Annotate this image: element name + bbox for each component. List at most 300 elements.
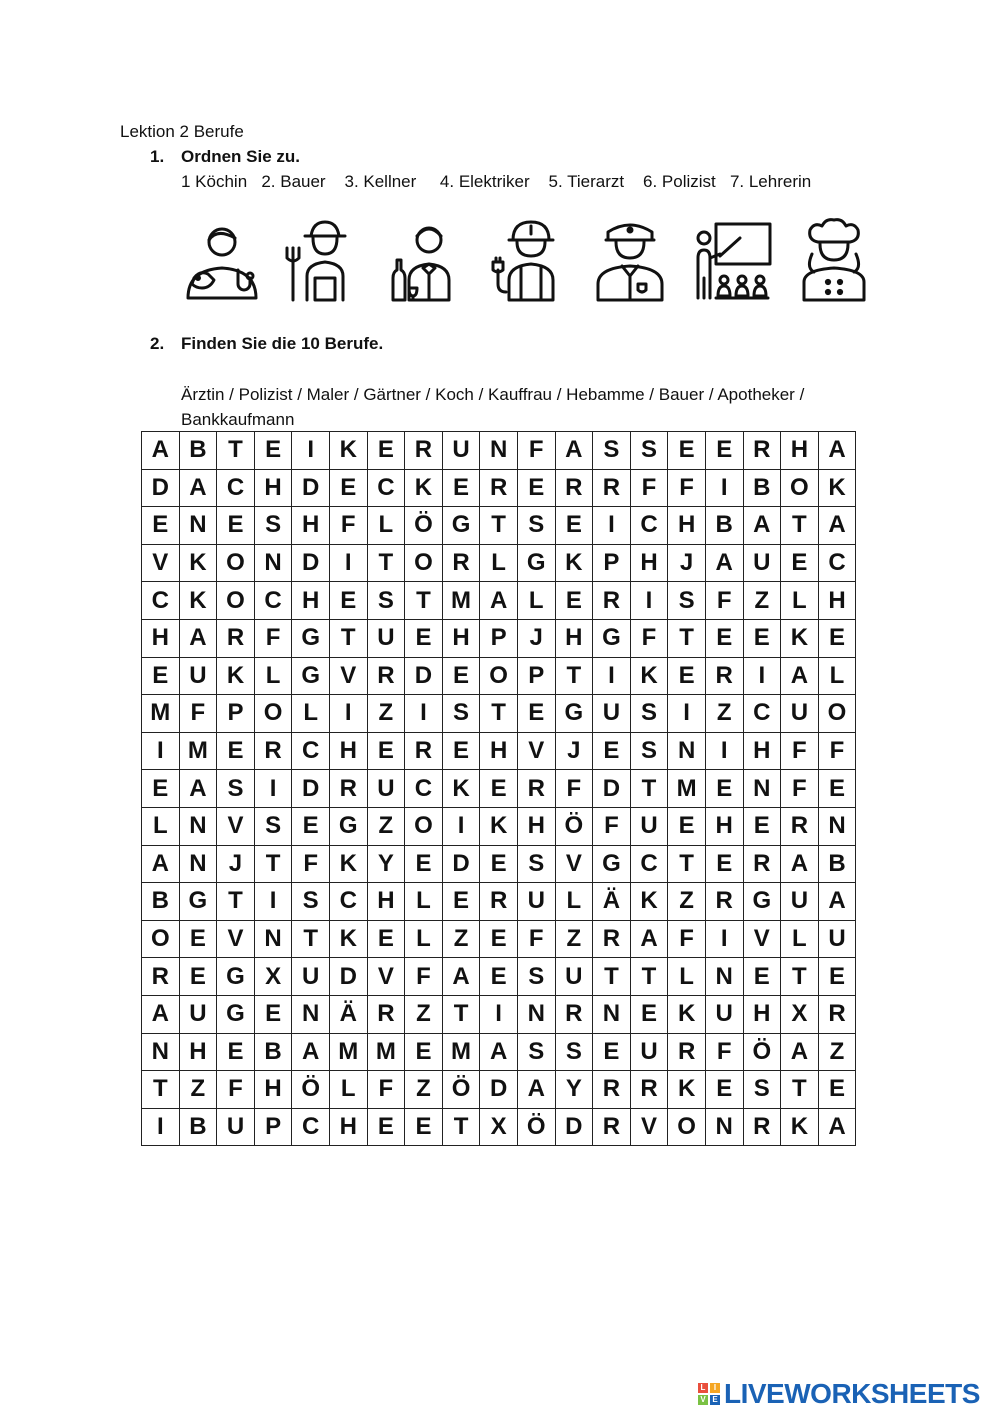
- grid-cell[interactable]: B: [743, 469, 781, 507]
- grid-cell[interactable]: N: [818, 807, 856, 845]
- grid-cell[interactable]: R: [367, 995, 405, 1033]
- grid-cell[interactable]: F: [367, 1071, 405, 1109]
- grid-cell[interactable]: L: [480, 544, 518, 582]
- grid-cell[interactable]: R: [705, 657, 743, 695]
- grid-cell[interactable]: V: [555, 845, 593, 883]
- grid-cell[interactable]: T: [630, 958, 668, 996]
- grid-cell[interactable]: A: [142, 845, 180, 883]
- grid-cell[interactable]: F: [329, 507, 367, 545]
- grid-cell[interactable]: E: [705, 845, 743, 883]
- grid-cell[interactable]: Z: [743, 582, 781, 620]
- grid-cell[interactable]: A: [705, 544, 743, 582]
- grid-cell[interactable]: A: [818, 1108, 856, 1146]
- grid-cell[interactable]: I: [743, 657, 781, 695]
- grid-cell[interactable]: T: [254, 845, 292, 883]
- electrician-icon[interactable]: [487, 218, 571, 304]
- grid-cell[interactable]: E: [743, 807, 781, 845]
- grid-cell[interactable]: H: [818, 582, 856, 620]
- grid-cell[interactable]: R: [517, 770, 555, 808]
- grid-cell[interactable]: P: [217, 695, 255, 733]
- grid-cell[interactable]: B: [705, 507, 743, 545]
- grid-cell[interactable]: M: [668, 770, 706, 808]
- grid-cell[interactable]: K: [329, 432, 367, 470]
- grid-cell[interactable]: C: [405, 770, 443, 808]
- grid-cell[interactable]: E: [480, 920, 518, 958]
- grid-cell[interactable]: U: [442, 432, 480, 470]
- grid-cell[interactable]: H: [480, 732, 518, 770]
- grid-cell[interactable]: E: [480, 770, 518, 808]
- grid-cell[interactable]: X: [480, 1108, 518, 1146]
- grid-cell[interactable]: G: [555, 695, 593, 733]
- grid-cell[interactable]: E: [142, 770, 180, 808]
- grid-cell[interactable]: I: [254, 770, 292, 808]
- grid-cell[interactable]: M: [442, 1033, 480, 1071]
- grid-cell[interactable]: E: [630, 995, 668, 1033]
- grid-cell[interactable]: E: [818, 619, 856, 657]
- grid-cell[interactable]: A: [743, 507, 781, 545]
- grid-cell[interactable]: G: [593, 845, 631, 883]
- grid-cell[interactable]: E: [668, 807, 706, 845]
- grid-cell[interactable]: N: [254, 920, 292, 958]
- grid-cell[interactable]: D: [405, 657, 443, 695]
- grid-cell[interactable]: E: [254, 995, 292, 1033]
- grid-cell[interactable]: V: [329, 657, 367, 695]
- grid-cell[interactable]: F: [781, 770, 819, 808]
- grid-cell[interactable]: E: [442, 732, 480, 770]
- grid-cell[interactable]: K: [555, 544, 593, 582]
- grid-cell[interactable]: A: [179, 770, 217, 808]
- grid-cell[interactable]: I: [142, 732, 180, 770]
- grid-cell[interactable]: U: [781, 883, 819, 921]
- grid-cell[interactable]: A: [818, 432, 856, 470]
- grid-cell[interactable]: S: [593, 432, 631, 470]
- grid-cell[interactable]: T: [630, 770, 668, 808]
- grid-cell[interactable]: S: [630, 695, 668, 733]
- grid-cell[interactable]: S: [517, 958, 555, 996]
- grid-cell[interactable]: R: [781, 807, 819, 845]
- grid-cell[interactable]: N: [179, 807, 217, 845]
- grid-cell[interactable]: A: [142, 432, 180, 470]
- grid-cell[interactable]: R: [630, 1071, 668, 1109]
- grid-cell[interactable]: U: [217, 1108, 255, 1146]
- grid-cell[interactable]: T: [217, 883, 255, 921]
- grid-cell[interactable]: Z: [179, 1071, 217, 1109]
- grid-cell[interactable]: U: [630, 807, 668, 845]
- grid-cell[interactable]: F: [254, 619, 292, 657]
- grid-cell[interactable]: M: [442, 582, 480, 620]
- grid-cell[interactable]: L: [781, 920, 819, 958]
- grid-cell[interactable]: T: [593, 958, 631, 996]
- grid-cell[interactable]: O: [217, 544, 255, 582]
- grid-cell[interactable]: D: [442, 845, 480, 883]
- grid-cell[interactable]: C: [292, 1108, 330, 1146]
- grid-cell[interactable]: U: [630, 1033, 668, 1071]
- grid-cell[interactable]: L: [517, 582, 555, 620]
- grid-cell[interactable]: T: [781, 1071, 819, 1109]
- grid-cell[interactable]: H: [630, 544, 668, 582]
- grid-cell[interactable]: Y: [555, 1071, 593, 1109]
- grid-cell[interactable]: D: [292, 469, 330, 507]
- grid-cell[interactable]: F: [668, 920, 706, 958]
- grid-cell[interactable]: S: [630, 732, 668, 770]
- grid-cell[interactable]: Z: [705, 695, 743, 733]
- grid-cell[interactable]: A: [517, 1071, 555, 1109]
- grid-cell[interactable]: V: [217, 807, 255, 845]
- grid-cell[interactable]: Ö: [517, 1108, 555, 1146]
- grid-cell[interactable]: H: [367, 883, 405, 921]
- grid-cell[interactable]: T: [329, 619, 367, 657]
- grid-cell[interactable]: Ä: [329, 995, 367, 1033]
- grid-cell[interactable]: T: [480, 695, 518, 733]
- grid-cell[interactable]: E: [555, 582, 593, 620]
- grid-cell[interactable]: M: [142, 695, 180, 733]
- grid-cell[interactable]: E: [405, 1108, 443, 1146]
- grid-cell[interactable]: R: [743, 845, 781, 883]
- grid-cell[interactable]: O: [217, 582, 255, 620]
- grid-cell[interactable]: E: [217, 507, 255, 545]
- grid-cell[interactable]: R: [593, 1108, 631, 1146]
- grid-cell[interactable]: Z: [668, 883, 706, 921]
- grid-cell[interactable]: S: [555, 1033, 593, 1071]
- grid-cell[interactable]: Ö: [442, 1071, 480, 1109]
- grid-cell[interactable]: H: [781, 432, 819, 470]
- grid-cell[interactable]: S: [217, 770, 255, 808]
- grid-cell[interactable]: U: [818, 920, 856, 958]
- grid-cell[interactable]: E: [705, 770, 743, 808]
- grid-cell[interactable]: R: [555, 469, 593, 507]
- grid-cell[interactable]: F: [517, 432, 555, 470]
- grid-cell[interactable]: V: [367, 958, 405, 996]
- grid-cell[interactable]: D: [292, 544, 330, 582]
- grid-cell[interactable]: T: [668, 845, 706, 883]
- grid-cell[interactable]: Z: [405, 995, 443, 1033]
- grid-cell[interactable]: I: [442, 807, 480, 845]
- chef-icon[interactable]: [790, 218, 874, 304]
- grid-cell[interactable]: M: [367, 1033, 405, 1071]
- grid-cell[interactable]: V: [217, 920, 255, 958]
- grid-cell[interactable]: N: [705, 1108, 743, 1146]
- grid-cell[interactable]: X: [254, 958, 292, 996]
- grid-cell[interactable]: K: [668, 995, 706, 1033]
- grid-cell[interactable]: E: [329, 582, 367, 620]
- grid-cell[interactable]: I: [705, 732, 743, 770]
- grid-cell[interactable]: T: [442, 995, 480, 1033]
- grid-cell[interactable]: S: [517, 1033, 555, 1071]
- grid-cell[interactable]: R: [405, 432, 443, 470]
- grid-cell[interactable]: E: [743, 958, 781, 996]
- grid-cell[interactable]: L: [254, 657, 292, 695]
- grid-cell[interactable]: E: [367, 732, 405, 770]
- grid-cell[interactable]: H: [517, 807, 555, 845]
- grid-cell[interactable]: B: [254, 1033, 292, 1071]
- grid-cell[interactable]: R: [555, 995, 593, 1033]
- grid-cell[interactable]: V: [630, 1108, 668, 1146]
- grid-cell[interactable]: Z: [405, 1071, 443, 1109]
- farmer-icon[interactable]: [283, 218, 367, 304]
- grid-cell[interactable]: H: [254, 1071, 292, 1109]
- grid-cell[interactable]: E: [668, 657, 706, 695]
- grid-cell[interactable]: E: [705, 432, 743, 470]
- grid-cell[interactable]: I: [630, 582, 668, 620]
- grid-cell[interactable]: U: [781, 695, 819, 733]
- grid-cell[interactable]: T: [480, 507, 518, 545]
- grid-cell[interactable]: A: [442, 958, 480, 996]
- grid-cell[interactable]: F: [705, 1033, 743, 1071]
- grid-cell[interactable]: D: [480, 1071, 518, 1109]
- grid-cell[interactable]: G: [442, 507, 480, 545]
- grid-cell[interactable]: Z: [367, 695, 405, 733]
- grid-cell[interactable]: Y: [367, 845, 405, 883]
- grid-cell[interactable]: I: [593, 507, 631, 545]
- grid-cell[interactable]: A: [630, 920, 668, 958]
- grid-cell[interactable]: H: [329, 1108, 367, 1146]
- grid-cell[interactable]: E: [668, 432, 706, 470]
- grid-cell[interactable]: C: [142, 582, 180, 620]
- grid-cell[interactable]: K: [630, 883, 668, 921]
- grid-cell[interactable]: O: [668, 1108, 706, 1146]
- grid-cell[interactable]: I: [329, 544, 367, 582]
- grid-cell[interactable]: S: [292, 883, 330, 921]
- grid-cell[interactable]: G: [593, 619, 631, 657]
- grid-cell[interactable]: T: [217, 432, 255, 470]
- grid-cell[interactable]: S: [668, 582, 706, 620]
- grid-cell[interactable]: S: [254, 807, 292, 845]
- grid-cell[interactable]: J: [555, 732, 593, 770]
- grid-cell[interactable]: R: [593, 1071, 631, 1109]
- grid-cell[interactable]: E: [142, 657, 180, 695]
- grid-cell[interactable]: G: [217, 995, 255, 1033]
- grid-cell[interactable]: I: [668, 695, 706, 733]
- grid-cell[interactable]: G: [292, 619, 330, 657]
- grid-cell[interactable]: F: [517, 920, 555, 958]
- grid-cell[interactable]: C: [254, 582, 292, 620]
- grid-cell[interactable]: X: [781, 995, 819, 1033]
- grid-cell[interactable]: I: [142, 1108, 180, 1146]
- grid-cell[interactable]: R: [593, 920, 631, 958]
- grid-cell[interactable]: E: [442, 883, 480, 921]
- grid-cell[interactable]: S: [254, 507, 292, 545]
- grid-cell[interactable]: H: [555, 619, 593, 657]
- grid-cell[interactable]: N: [292, 995, 330, 1033]
- grid-cell[interactable]: E: [217, 1033, 255, 1071]
- grid-cell[interactable]: C: [329, 883, 367, 921]
- grid-cell[interactable]: H: [668, 507, 706, 545]
- grid-cell[interactable]: H: [329, 732, 367, 770]
- grid-cell[interactable]: V: [517, 732, 555, 770]
- grid-cell[interactable]: K: [480, 807, 518, 845]
- grid-cell[interactable]: F: [630, 469, 668, 507]
- grid-cell[interactable]: R: [593, 582, 631, 620]
- grid-cell[interactable]: C: [743, 695, 781, 733]
- grid-cell[interactable]: T: [292, 920, 330, 958]
- grid-cell[interactable]: N: [668, 732, 706, 770]
- grid-cell[interactable]: Ä: [593, 883, 631, 921]
- grid-cell[interactable]: I: [405, 695, 443, 733]
- grid-cell[interactable]: F: [405, 958, 443, 996]
- grid-cell[interactable]: E: [593, 1033, 631, 1071]
- grid-cell[interactable]: L: [405, 920, 443, 958]
- grid-cell[interactable]: E: [292, 807, 330, 845]
- grid-cell[interactable]: F: [593, 807, 631, 845]
- grid-cell[interactable]: L: [781, 582, 819, 620]
- grid-cell[interactable]: D: [292, 770, 330, 808]
- grid-cell[interactable]: H: [743, 732, 781, 770]
- grid-cell[interactable]: E: [593, 732, 631, 770]
- grid-cell[interactable]: K: [781, 619, 819, 657]
- teacher-icon[interactable]: [690, 218, 774, 304]
- grid-cell[interactable]: T: [781, 507, 819, 545]
- grid-cell[interactable]: E: [517, 695, 555, 733]
- grid-cell[interactable]: R: [818, 995, 856, 1033]
- grid-cell[interactable]: N: [179, 507, 217, 545]
- grid-cell[interactable]: F: [217, 1071, 255, 1109]
- grid-cell[interactable]: Z: [442, 920, 480, 958]
- grid-cell[interactable]: I: [329, 695, 367, 733]
- grid-cell[interactable]: E: [405, 619, 443, 657]
- grid-cell[interactable]: H: [142, 619, 180, 657]
- grid-cell[interactable]: H: [254, 469, 292, 507]
- grid-cell[interactable]: E: [367, 1108, 405, 1146]
- grid-cell[interactable]: V: [142, 544, 180, 582]
- grid-cell[interactable]: C: [818, 544, 856, 582]
- grid-cell[interactable]: K: [630, 657, 668, 695]
- grid-cell[interactable]: T: [555, 657, 593, 695]
- waiter-icon[interactable]: [385, 218, 469, 304]
- grid-cell[interactable]: E: [555, 507, 593, 545]
- grid-cell[interactable]: E: [480, 845, 518, 883]
- grid-cell[interactable]: A: [480, 582, 518, 620]
- grid-cell[interactable]: A: [555, 432, 593, 470]
- grid-cell[interactable]: L: [818, 657, 856, 695]
- grid-cell[interactable]: E: [480, 958, 518, 996]
- grid-cell[interactable]: A: [781, 1033, 819, 1071]
- grid-cell[interactable]: A: [292, 1033, 330, 1071]
- grid-cell[interactable]: T: [781, 958, 819, 996]
- grid-cell[interactable]: Ö: [292, 1071, 330, 1109]
- grid-cell[interactable]: R: [705, 883, 743, 921]
- grid-cell[interactable]: J: [668, 544, 706, 582]
- grid-cell[interactable]: C: [630, 845, 668, 883]
- grid-cell[interactable]: O: [405, 544, 443, 582]
- grid-cell[interactable]: H: [442, 619, 480, 657]
- grid-cell[interactable]: F: [292, 845, 330, 883]
- grid-cell[interactable]: F: [179, 695, 217, 733]
- grid-cell[interactable]: E: [405, 845, 443, 883]
- grid-cell[interactable]: G: [743, 883, 781, 921]
- grid-cell[interactable]: H: [743, 995, 781, 1033]
- grid-cell[interactable]: A: [142, 995, 180, 1033]
- grid-cell[interactable]: B: [818, 845, 856, 883]
- grid-cell[interactable]: R: [743, 432, 781, 470]
- grid-cell[interactable]: P: [517, 657, 555, 695]
- grid-cell[interactable]: U: [555, 958, 593, 996]
- grid-cell[interactable]: I: [593, 657, 631, 695]
- grid-cell[interactable]: S: [442, 695, 480, 733]
- grid-cell[interactable]: R: [480, 883, 518, 921]
- grid-cell[interactable]: K: [329, 845, 367, 883]
- grid-cell[interactable]: E: [743, 619, 781, 657]
- grid-cell[interactable]: F: [630, 619, 668, 657]
- grid-cell[interactable]: U: [367, 619, 405, 657]
- grid-cell[interactable]: R: [367, 657, 405, 695]
- grid-cell[interactable]: K: [179, 544, 217, 582]
- grid-cell[interactable]: K: [405, 469, 443, 507]
- grid-cell[interactable]: E: [329, 469, 367, 507]
- grid-cell[interactable]: R: [480, 469, 518, 507]
- grid-cell[interactable]: R: [668, 1033, 706, 1071]
- grid-cell[interactable]: G: [329, 807, 367, 845]
- grid-cell[interactable]: F: [555, 770, 593, 808]
- grid-cell[interactable]: E: [781, 544, 819, 582]
- grid-cell[interactable]: E: [705, 619, 743, 657]
- grid-cell[interactable]: M: [329, 1033, 367, 1071]
- grid-cell[interactable]: R: [254, 732, 292, 770]
- grid-cell[interactable]: S: [517, 507, 555, 545]
- grid-cell[interactable]: O: [480, 657, 518, 695]
- grid-cell[interactable]: T: [442, 1108, 480, 1146]
- grid-cell[interactable]: N: [743, 770, 781, 808]
- grid-cell[interactable]: N: [179, 845, 217, 883]
- grid-cell[interactable]: P: [593, 544, 631, 582]
- grid-cell[interactable]: F: [705, 582, 743, 620]
- grid-cell[interactable]: S: [517, 845, 555, 883]
- grid-cell[interactable]: I: [292, 432, 330, 470]
- grid-cell[interactable]: Ö: [405, 507, 443, 545]
- grid-cell[interactable]: U: [367, 770, 405, 808]
- grid-cell[interactable]: C: [630, 507, 668, 545]
- grid-cell[interactable]: T: [367, 544, 405, 582]
- grid-cell[interactable]: E: [217, 732, 255, 770]
- grid-cell[interactable]: U: [593, 695, 631, 733]
- grid-cell[interactable]: A: [781, 845, 819, 883]
- grid-cell[interactable]: Z: [367, 807, 405, 845]
- grid-cell[interactable]: F: [781, 732, 819, 770]
- grid-cell[interactable]: O: [818, 695, 856, 733]
- grid-cell[interactable]: S: [367, 582, 405, 620]
- grid-cell[interactable]: L: [555, 883, 593, 921]
- grid-cell[interactable]: Ö: [743, 1033, 781, 1071]
- grid-cell[interactable]: O: [405, 807, 443, 845]
- grid-cell[interactable]: E: [705, 1071, 743, 1109]
- grid-cell[interactable]: S: [630, 432, 668, 470]
- grid-cell[interactable]: E: [367, 432, 405, 470]
- grid-cell[interactable]: L: [292, 695, 330, 733]
- grid-cell[interactable]: E: [818, 958, 856, 996]
- grid-cell[interactable]: C: [367, 469, 405, 507]
- grid-cell[interactable]: G: [517, 544, 555, 582]
- grid-cell[interactable]: R: [329, 770, 367, 808]
- grid-cell[interactable]: E: [254, 432, 292, 470]
- grid-cell[interactable]: D: [593, 770, 631, 808]
- grid-cell[interactable]: K: [442, 770, 480, 808]
- grid-cell[interactable]: R: [442, 544, 480, 582]
- grid-cell[interactable]: E: [179, 958, 217, 996]
- grid-cell[interactable]: T: [405, 582, 443, 620]
- grid-cell[interactable]: L: [367, 507, 405, 545]
- grid-cell[interactable]: H: [179, 1033, 217, 1071]
- grid-cell[interactable]: I: [480, 995, 518, 1033]
- grid-cell[interactable]: E: [442, 657, 480, 695]
- grid-cell[interactable]: A: [818, 883, 856, 921]
- grid-cell[interactable]: E: [367, 920, 405, 958]
- grid-cell[interactable]: G: [179, 883, 217, 921]
- grid-cell[interactable]: Ö: [555, 807, 593, 845]
- grid-cell[interactable]: G: [217, 958, 255, 996]
- grid-cell[interactable]: E: [142, 507, 180, 545]
- grid-cell[interactable]: J: [517, 619, 555, 657]
- grid-cell[interactable]: U: [517, 883, 555, 921]
- grid-cell[interactable]: A: [179, 619, 217, 657]
